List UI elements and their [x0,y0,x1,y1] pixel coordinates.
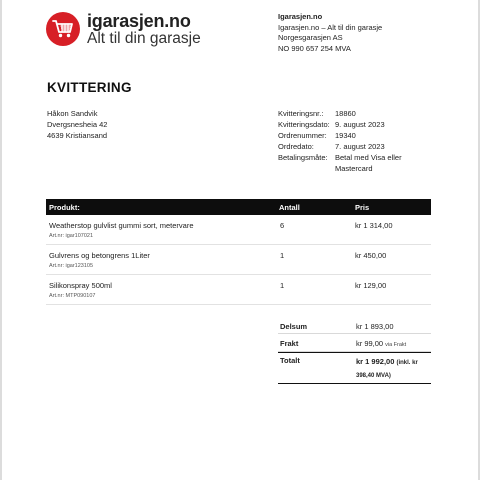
total-vat-note: (inkl. kr [396,360,418,366]
product-price: kr 129,00 [355,281,387,290]
product-name: Weatherstop gulvlist gummi sort, metervare [49,221,194,230]
product-price: kr 450,00 [355,251,387,260]
meta-row-order-date [278,141,425,152]
company-info [278,12,382,54]
company-name: Igarasjen.no [278,12,323,21]
article-number: Art.nr: MTP090107 [49,293,96,299]
customer-address [47,108,107,141]
product-name: Gulvrens og betongrens 1Liter [49,251,150,260]
column-header-price: Pris [355,203,370,212]
shipping-note: via Frakt [385,342,407,348]
receipt-meta [278,108,425,174]
shipping-row [278,334,431,352]
column-header-product: Produkt: [49,203,80,212]
meta-value: 9. august 2023 [335,120,385,129]
shipping-label: Frakt [280,339,299,348]
shopping-cart-icon [46,12,80,46]
meta-label: Kvitteringsnr.: [278,109,324,118]
company-line: Igarasjen.no – Alt til din garasje [278,22,383,32]
column-header-quantity: Antall [279,203,300,212]
logo [46,11,201,47]
meta-row-order-number [278,130,425,141]
product-price: kr 1 314,00 [355,221,393,230]
meta-value: 7. august 2023 [335,142,385,151]
meta-label: Betalingsmåte: [278,153,328,162]
company-vat: NO 990 657 254 MVA [278,43,351,53]
product-quantity: 1 [280,281,285,290]
products-table [46,199,431,305]
meta-value: 18860 [335,109,356,118]
meta-label: Ordrenummer: [278,131,327,140]
meta-label: Ordredato: [278,142,314,151]
table-row [46,215,431,245]
table-row [46,245,431,275]
meta-value: Mastercard [335,164,373,173]
meta-label: Kvitteringsdato: [278,120,330,129]
product-name: Silikonspray 500ml [49,281,112,290]
table-row [46,275,431,305]
meta-row-receipt-number [278,108,425,119]
subtotal-row [278,317,431,334]
meta-row-payment-method [278,152,425,174]
subtotal-label: Delsum [280,322,308,331]
total-label: Totalt [280,356,300,365]
article-number: Art.nr: igar107021 [49,233,94,239]
company-line: Norgesgarasjen AS [278,33,343,42]
product-quantity: 1 [280,251,285,260]
table-header [46,199,431,215]
customer-name: Håkon Sandvik [47,109,98,118]
logo-title: igarasjen.no [87,10,191,31]
totals-block [278,317,431,384]
article-number: Art.nr: igar123105 [49,263,94,269]
meta-value: 19340 [335,131,356,140]
meta-row-receipt-date [278,119,425,130]
total-value: kr 1 992,00 [356,357,395,366]
customer-street: Dvergsnesheia 42 [47,120,108,129]
subtotal-value: kr 1 893,00 [356,322,394,331]
meta-value: Betal med Visa eller [335,153,402,162]
page-edge-left [0,0,2,480]
total-row [278,352,431,384]
shipping-value: kr 99,00 [356,339,384,348]
product-quantity: 6 [280,221,285,230]
page-title: KVITTERING [47,80,132,95]
customer-city: 4639 Kristiansand [47,131,108,140]
logo-tagline: Alt til din garasje [87,29,201,47]
total-vat-amount: 398,40 MVA) [356,373,391,379]
